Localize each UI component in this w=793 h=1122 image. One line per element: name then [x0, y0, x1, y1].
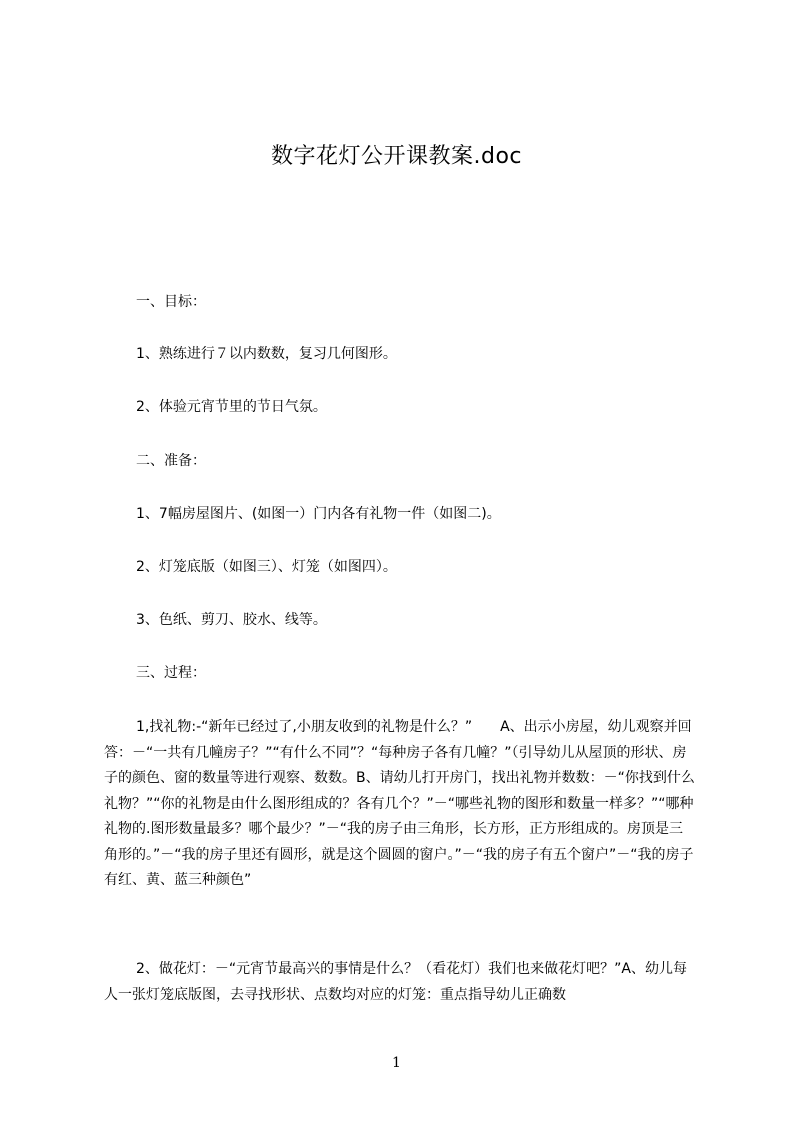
prep-heading: 二、准备： — [136, 453, 206, 469]
prep-item-2: 2、灯笼底版（如图三）、灯笼（如图四）。 — [136, 559, 397, 575]
process-paragraph-1 — [104, 715, 696, 920]
process-paragraph-2 — [104, 957, 696, 1009]
document-title: 数字花灯公开课教案.doc — [270, 144, 522, 169]
page-number: 1 — [392, 1055, 401, 1071]
process-heading: 三、过程： — [136, 665, 206, 681]
goal-heading: 一、目标： — [136, 294, 206, 310]
goal-item-2: 2、体验元宵节里的节日气氛。 — [136, 399, 327, 415]
process-paragraph-2-text: 2、做花灯：－“元宵节最高兴的事情是什么？（看花灯）我们也来做花灯吧？”A、幼儿每人一张灯笼底版图，去寻找形状、点数均对应的灯笼：重点指导幼儿正确数 — [104, 961, 687, 1003]
prep-item-1: 1、7幅房屋图片、(如图一）门内各有礼物一件（如图二)。 — [136, 506, 501, 522]
prep-item-3: 3、色纸、剪刀、胶水、线等。 — [136, 612, 327, 628]
goal-item-1: 1、熟练进行７以内数数，复习几何图形。 — [136, 346, 397, 362]
process-paragraph-1-text: 1,找礼物:-“新年已经过了,小朋友收到的礼物是什么？” A、出示小房屋，幼儿观察并回答：－“一共有几幢房子？”“有什么不同”？“每种房子各有几幢？”（引导幼儿从屋顶的形状、房子的颜色、窗的数量等进行观察、数数。B、请幼儿打开房门，找出礼物并数数：－“你找到什么礼物？”“你的礼物是由什么图形组成的？各有几个？”－“哪些礼物的图形和数量一样多？”“哪种礼物的.图形数量最多？哪个最少？”－“我的房子由三角形，长方形，正方形组成的。房顶是三角形的。”－“我的房子里还有圆形，就是这个圆圆的窗户。”－“我的房子有五个窗户”－“我的房子有红、黄、蓝三种颜色” — [104, 719, 695, 888]
